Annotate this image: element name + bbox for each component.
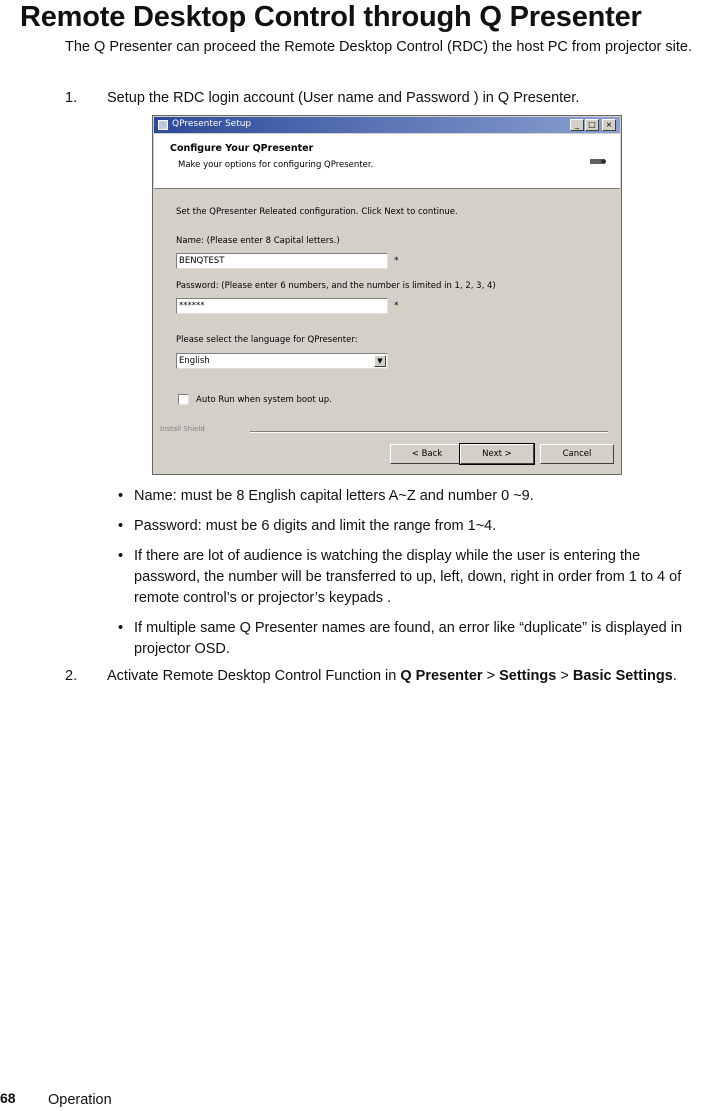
menu-settings: Settings [499, 668, 557, 684]
name-required-mark: * [394, 256, 399, 266]
list-item-text: Password: must be 6 digits and limit the range from 1~4. [134, 518, 497, 534]
cancel-button[interactable]: Cancel [540, 444, 614, 464]
section-name: Operation [48, 1092, 112, 1108]
app-icon [158, 120, 168, 130]
list-item [118, 618, 708, 660]
password-required-mark: * [394, 301, 399, 311]
step-number: 2. [65, 668, 78, 684]
step-text-suffix: . [672, 668, 677, 684]
window-title: QPresenter Setup [172, 119, 252, 129]
language-select[interactable] [176, 353, 388, 369]
list-item [118, 546, 708, 609]
header-title: Configure Your QPresenter [170, 143, 314, 154]
password-label: Password: (Please enter 6 numbers, and the number is limited in 1, 2, 3, 4) [176, 281, 496, 291]
language-selected-value: English [179, 356, 210, 366]
autorun-label: Auto Run when system boot up. [196, 395, 332, 405]
step-text: Setup the RDC login account (User name and Password ) in Q Presenter. [107, 90, 580, 106]
list-item-text: Name: must be 8 English capital letters A~Z and number 0 ~9. [134, 488, 534, 504]
maximize-icon[interactable]: □ [585, 119, 599, 131]
step-number: 1. [65, 90, 78, 106]
chevron-down-icon[interactable]: ▼ [374, 355, 386, 367]
bullet-glyph: • [118, 488, 124, 504]
qpresenter-setup-dialog [152, 115, 622, 475]
dialog-titlebar [154, 117, 620, 133]
menu-q-presenter: Q Presenter [400, 668, 483, 684]
dialog-body [154, 189, 620, 473]
dialog-header [154, 134, 620, 189]
next-button[interactable]: Next > [460, 444, 534, 464]
step-2 [65, 666, 705, 710]
menu-basic-settings: Basic Settings [572, 668, 673, 684]
list-item-text: If there are lot of audience is watching the display while the user is entering the password, the number will be transferred to up, left, down, right in order from 1 to 4 of remote control’s or projector’s keypads . [134, 548, 682, 606]
list-item [118, 486, 708, 507]
language-label: Please select the language for QPresenter: [176, 335, 358, 345]
instruction-text: Set the QPresenter Releated configuration. Click Next to continue. [176, 207, 458, 217]
back-button[interactable]: < Back [390, 444, 464, 464]
bullet-glyph: • [118, 620, 124, 636]
menu-separator: > [556, 668, 573, 684]
page-title: Remote Desktop Control through Q Presenter [20, 1, 642, 33]
footer-divider [250, 431, 608, 433]
bullet-glyph: • [118, 518, 124, 534]
page-number: 68 [0, 1090, 16, 1106]
menu-separator: > [482, 668, 500, 684]
close-icon[interactable]: × [602, 119, 616, 131]
list-item [118, 516, 708, 537]
header-subtitle: Make your options for configuring QPresenter. [178, 160, 374, 170]
minimize-icon[interactable]: _ [570, 119, 584, 131]
password-input[interactable]: ****** [176, 298, 388, 314]
intro-paragraph: The Q Presenter can proceed the Remote Desktop Control (RDC) the host PC from projector site. [65, 39, 692, 55]
autorun-checkbox[interactable] [178, 394, 189, 405]
list-item-text: If multiple same Q Presenter names are found, an error like “duplicate” is displayed in projector OSD. [134, 620, 683, 657]
computer-icon [590, 156, 606, 166]
bullet-glyph: • [118, 548, 124, 564]
installshield-label: Install Shield [160, 425, 205, 433]
step-text-prefix: Activate Remote Desktop Control Function in [107, 668, 401, 684]
name-input[interactable]: BENQTEST [176, 253, 388, 269]
name-label: Name: (Please enter 8 Capital letters.) [176, 236, 340, 246]
step-1 [65, 88, 705, 110]
requirements-list [118, 486, 708, 669]
step-text [107, 666, 707, 687]
